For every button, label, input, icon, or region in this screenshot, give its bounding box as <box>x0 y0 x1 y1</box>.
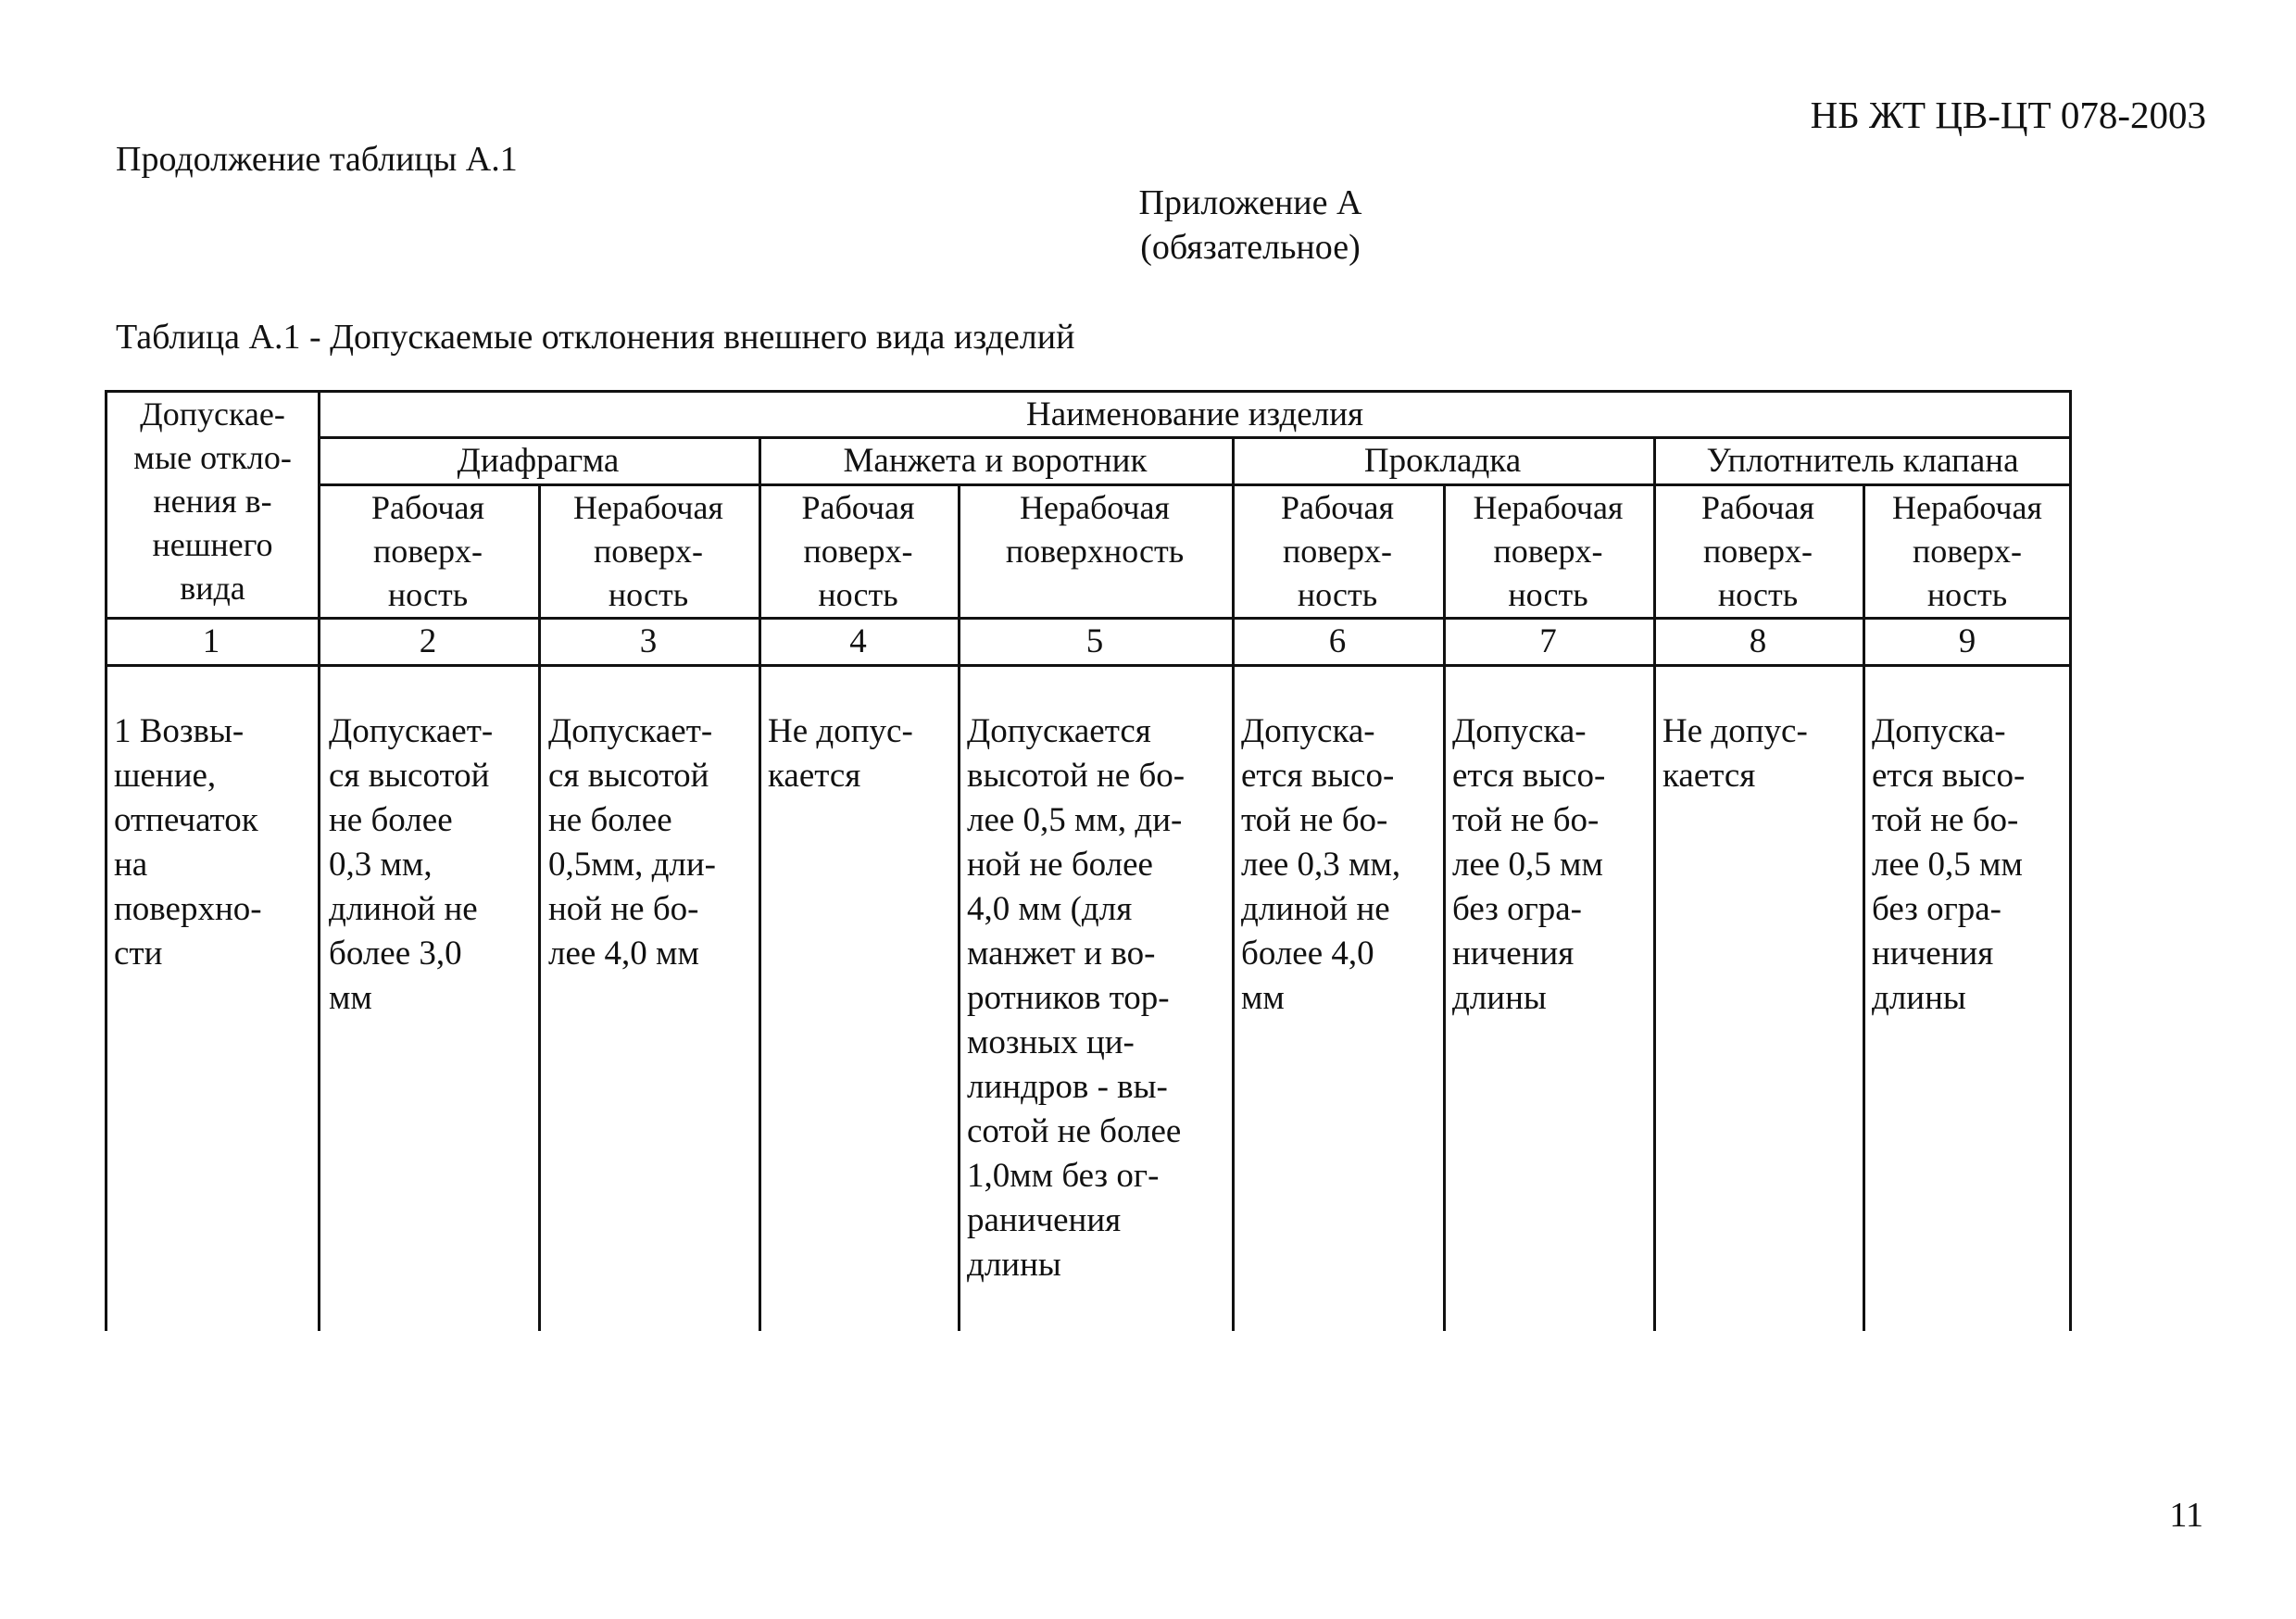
table-cell: Допуска- ется высо- той не бо- лее 0,5 мм без огра- ничения длины <box>1872 712 2026 1017</box>
group-header-diaphragm: Диафрагма <box>457 442 620 480</box>
appendix-title: Приложение А <box>1138 183 1362 222</box>
column-number: 9 <box>1958 622 1976 660</box>
table-cell: Не допус- кается <box>768 712 913 795</box>
subheader-cell: Рабочая поверх- ность <box>1280 489 1395 613</box>
table-cell: 1 Возвы- шение, отпечаток на поверхно- сти <box>114 712 262 973</box>
table-cell: Допускается высотой не бо- лее 0,5 мм, ди- ной не более 4,0 мм (для манжет и во- ротников тор- мозных ци- линдров - вы- сотой не более 1,0мм без ог- раничения длины <box>967 712 1186 1284</box>
column-number: 2 <box>419 622 437 660</box>
table-caption: Таблица А.1 - Допускаемые отклонения внешнего вида изделий <box>116 318 1075 357</box>
group-header-gasket: Прокладка <box>1363 442 1522 480</box>
header-cell-deviations: Допускае- мые откло- нения в- нешнего вида <box>133 395 292 607</box>
subheader-cell: Нерабочая поверхность <box>1005 489 1185 570</box>
subheader-cell: Рабочая поверх- ность <box>370 489 485 613</box>
appendix-status: (обязательное) <box>1140 228 1361 267</box>
header-divider-line <box>105 664 2072 667</box>
subheader-cell: Нерабочая поверх- ность <box>573 489 723 613</box>
table-cell: Допускает- ся высотой не более 0,5мм, дли- ной не бо- лее 4,0 мм <box>548 712 716 973</box>
column-number: 8 <box>1749 622 1767 660</box>
column-number: 3 <box>639 622 658 660</box>
subheader-cell: Рабочая поверх- ность <box>1700 489 1815 613</box>
table-cell: Не допус- кается <box>1662 712 1808 795</box>
subheader-cell: Нерабочая поверх- ность <box>1892 489 2042 613</box>
column-number: 1 <box>202 622 220 660</box>
group-header-valve-seal: Уплотнитель клапана <box>1706 442 2019 480</box>
page-number: 11 <box>2169 1496 2203 1535</box>
column-number: 5 <box>1085 622 1104 660</box>
column-number: 7 <box>1539 622 1557 660</box>
header-product-name: Наименование изделия <box>1025 395 1364 433</box>
table-continuation-label: Продолжение таблицы А.1 <box>116 140 518 179</box>
subheader-cell: Рабочая поверх- ность <box>801 489 915 613</box>
table-cell: Допуска- ется высо- той не бо- лее 0,5 мм без огра- ничения длины <box>1452 712 1606 1017</box>
column-divider-line <box>958 483 960 1331</box>
subheader-cell: Нерабочая поверх- ность <box>1473 489 1624 613</box>
table-cell: Допускает- ся высотой не более 0,3 мм, длиной не более 3,0 мм <box>329 712 494 1017</box>
document-code: НБ ЖТ ЦВ-ЦТ 078-2003 <box>1810 94 2206 136</box>
group-header-cuff-collar: Манжета и воротник <box>843 442 1148 480</box>
column-number: 6 <box>1328 622 1347 660</box>
column-number: 4 <box>849 622 867 660</box>
table-cell: Допуска- ется высо- той не бо- лее 0,3 мм, длиной не более 4,0 мм <box>1241 712 1401 1017</box>
